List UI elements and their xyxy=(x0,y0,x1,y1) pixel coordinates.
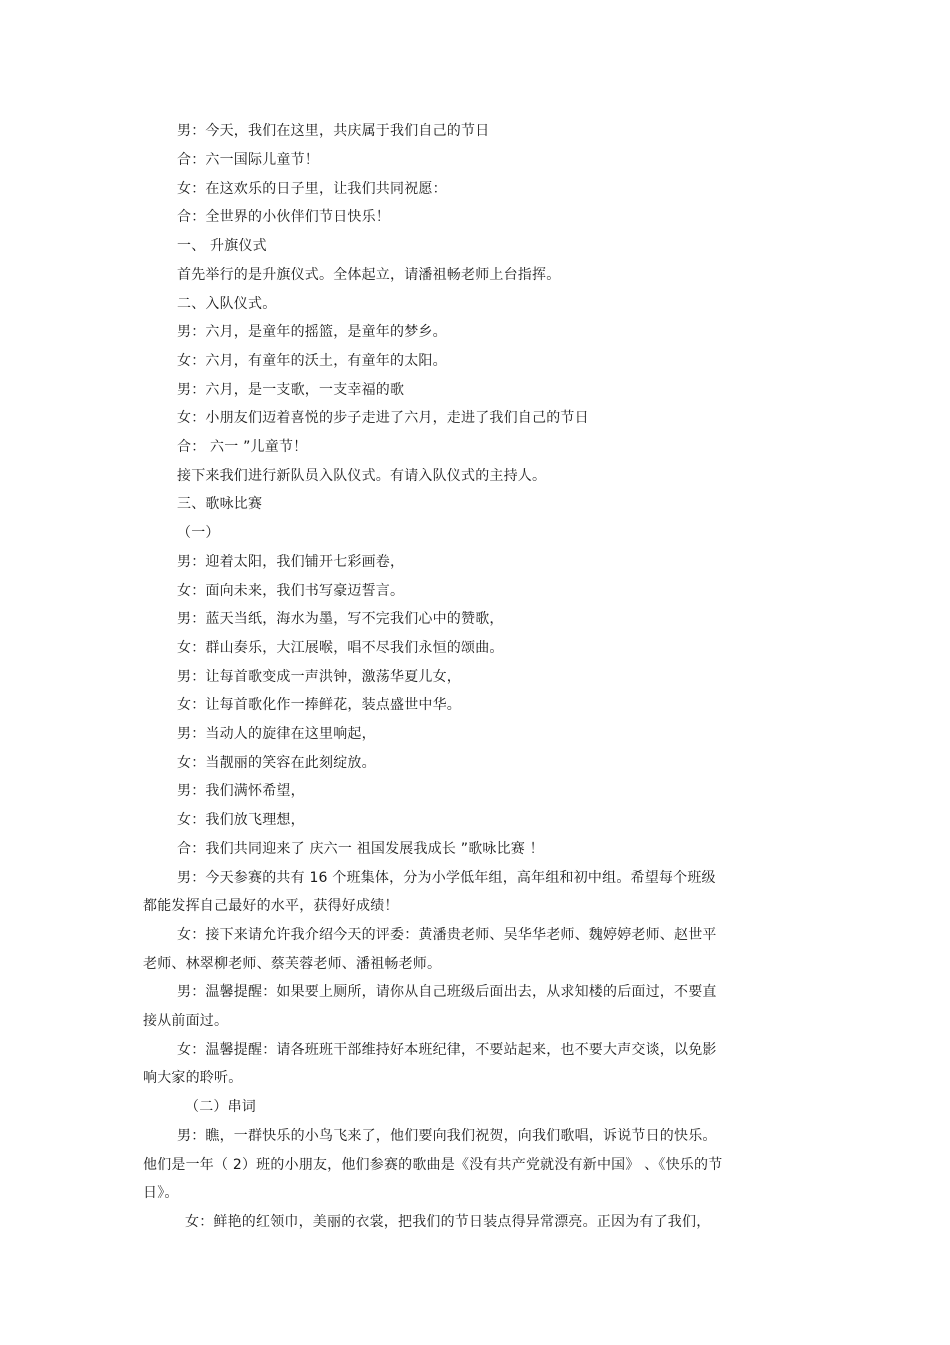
text-line: 女：在这欢乐的日子里，让我们共同祝愿： xyxy=(177,181,447,197)
text-line: 他们是一年（ 2）班的小朋友，他们参赛的歌曲是《没有共产党就没有新中国》 、《快乐的节 xyxy=(143,1157,723,1173)
text-line: 女：面向未来，我们书写豪迈誓言。 xyxy=(177,583,405,599)
text-line: 合：我们共同迎来了 庆六一 祖国发展我成长 ”歌咏比赛 ！ xyxy=(177,841,544,857)
section-heading: 二、入队仪式。 xyxy=(177,296,277,312)
text-line: 男：瞧，一群快乐的小鸟飞来了，他们要向我们祝贺，向我们歌唱，诉说节日的快乐。 xyxy=(177,1128,717,1144)
text-line: 老师、林翠柳老师、蔡芙蓉老师、潘祖畅老师。 xyxy=(143,956,442,972)
text-line: 接下来我们进行新队员入队仪式。有请入队仪式的主持人。 xyxy=(177,468,547,484)
text-line: 合： 六一 ”儿童节！ xyxy=(177,439,308,455)
text-line: 都能发挥自己最好的水平，获得好成绩！ xyxy=(143,898,399,914)
subsection-heading: （二）串词 xyxy=(185,1099,256,1115)
text-line: 女：鲜艳的红领巾，美丽的衣裳，把我们的节日装点得异常漂亮。正因为有了我们， xyxy=(185,1214,711,1230)
text-line: 女：小朋友们迈着喜悦的步子走进了六月，走进了我们自己的节日 xyxy=(177,410,589,426)
text-line: 女：当靓丽的笑容在此刻绽放。 xyxy=(177,755,376,771)
text-line: 男：六月，是童年的摇篮，是童年的梦乡。 xyxy=(177,324,447,340)
text-line: 女：温馨提醒：请各班班干部维持好本班纪律，不要站起来，也不要大声交谈，以免影 xyxy=(177,1042,717,1058)
text-line: 日》。 xyxy=(143,1185,179,1201)
text-line: 男：让每首歌变成一声洪钟，激荡华夏儿女， xyxy=(177,669,461,685)
text-line: 男：六月，是一支歌，一支幸福的歌 xyxy=(177,382,405,398)
text-line: 女：接下来请允许我介绍今天的评委：黄潘贵老师、吴华华老师、魏婷婷老师、赵世平 xyxy=(177,927,717,943)
text-line: 女：六月，有童年的沃土，有童年的太阳。 xyxy=(177,353,447,369)
text-line: 男：今天，我们在这里，共庆属于我们自己的节日 xyxy=(177,123,490,139)
text-line: 男：今天参赛的共有 16 个班集体，分为小学低年组，高年组和初中组。希望每个班级 xyxy=(177,870,716,886)
text-line: 男：温馨提醒：如果要上厕所，请你从自己班级后面出去，从求知楼的后面过，不要直 xyxy=(177,984,717,1000)
text-line: 女：群山奏乐，大江展喉，唱不尽我们永恒的颂曲。 xyxy=(177,640,504,656)
text-line: 响大家的聆听。 xyxy=(143,1070,243,1086)
section-heading: 一、 升旗仪式 xyxy=(177,238,267,254)
text-line: 男：我们满怀希望， xyxy=(177,783,305,799)
text-line: 男：当动人的旋律在这里响起， xyxy=(177,726,376,742)
text-line: 合：六一国际儿童节！ xyxy=(177,152,319,168)
text-line: 合：全世界的小伙伴们节日快乐！ xyxy=(177,209,390,225)
text-line: 男：蓝天当纸，海水为墨，写不完我们心中的赞歌， xyxy=(177,611,504,627)
text-line: 接从前面过。 xyxy=(143,1013,229,1029)
text-line: 首先举行的是升旗仪式。全体起立，请潘祖畅老师上台指挥。 xyxy=(177,267,561,283)
text-line: 女：我们放飞理想， xyxy=(177,812,305,828)
text-line: 女：让每首歌化作一捧鲜花，装点盛世中华。 xyxy=(177,697,461,713)
text-line: 男：迎着太阳，我们铺开七彩画卷， xyxy=(177,554,405,570)
section-heading: 三、歌咏比赛 xyxy=(177,496,263,512)
subsection-heading: （一） xyxy=(177,525,220,541)
